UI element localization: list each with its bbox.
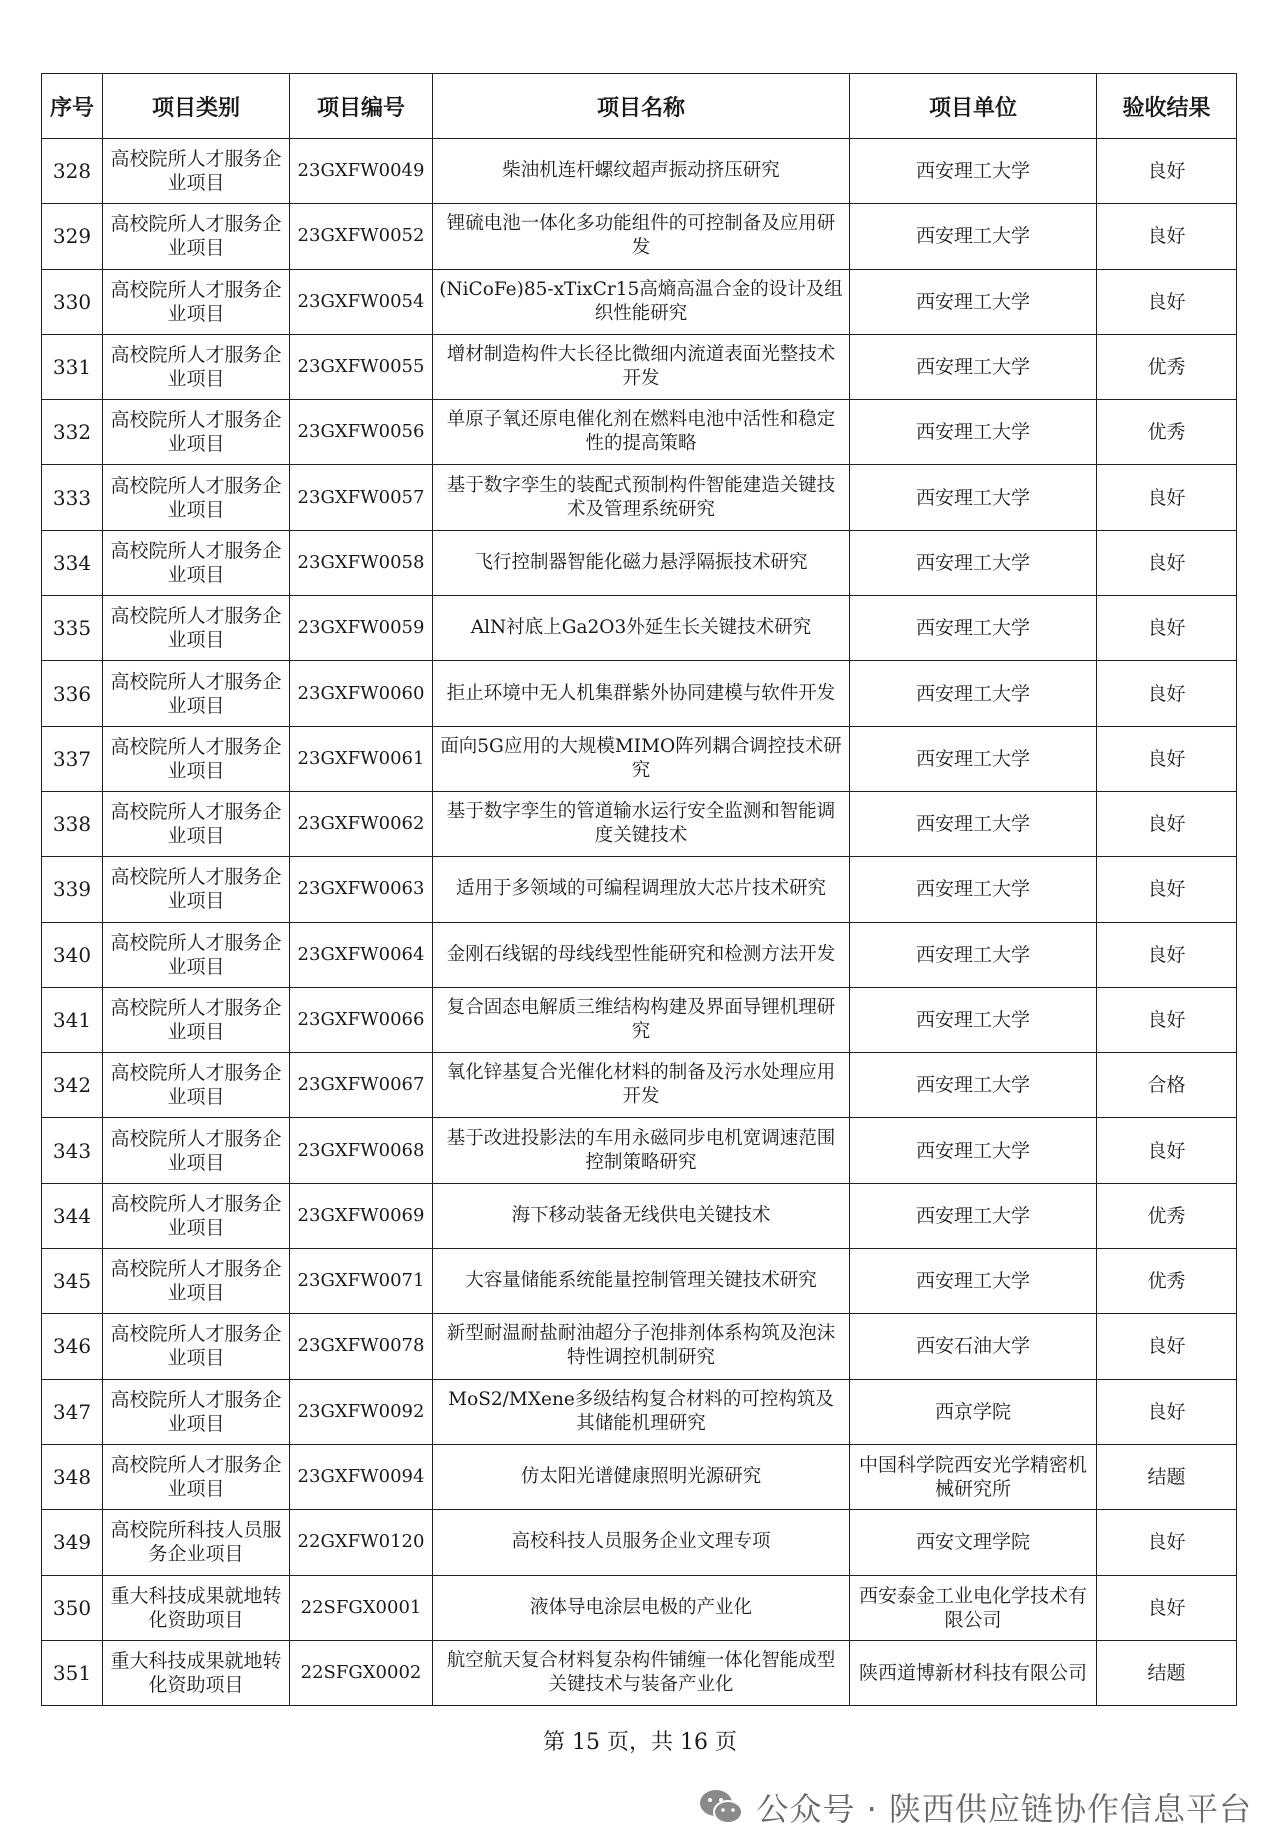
project-name: 基于改进投影法的车用永磁同步电机宽调速范围控制策略研究 — [433, 1118, 850, 1183]
acceptance-result: 良好 — [1097, 204, 1237, 269]
project-category: 高校院所人才服务企业项目 — [103, 857, 290, 922]
project-code: 23GXFW0049 — [290, 139, 433, 204]
project-code: 23GXFW0055 — [290, 334, 433, 399]
row-number: 342 — [42, 1053, 103, 1118]
row-number: 348 — [42, 1444, 103, 1509]
project-name: AlN衬底上Ga2O3外延生长关键技术研究 — [433, 596, 850, 661]
project-category: 高校院所人才服务企业项目 — [103, 726, 290, 791]
acceptance-result: 良好 — [1097, 465, 1237, 530]
project-unit: 西安理工大学 — [850, 400, 1097, 465]
acceptance-result: 良好 — [1097, 269, 1237, 334]
acceptance-result: 良好 — [1097, 1510, 1237, 1575]
table-row — [42, 1640, 1237, 1705]
project-code: 23GXFW0063 — [290, 857, 433, 922]
project-category: 高校院所人才服务企业项目 — [103, 1053, 290, 1118]
project-name: 液体导电涂层电极的产业化 — [433, 1575, 850, 1640]
project-category: 高校院所人才服务企业项目 — [103, 139, 290, 204]
project-name: 大容量储能系统能量控制管理关键技术研究 — [433, 1249, 850, 1314]
table-row — [42, 1118, 1237, 1183]
table-row — [42, 1510, 1237, 1575]
project-unit: 西安理工大学 — [850, 726, 1097, 791]
project-unit: 西安理工大学 — [850, 596, 1097, 661]
project-category: 高校院所人才服务企业项目 — [103, 1183, 290, 1248]
project-name: 锂硫电池一体化多功能组件的可控制备及应用研发 — [433, 204, 850, 269]
project-unit: 西安理工大学 — [850, 857, 1097, 922]
acceptance-result: 合格 — [1097, 1053, 1237, 1118]
acceptance-result: 优秀 — [1097, 400, 1237, 465]
project-name: 氧化锌基复合光催化材料的制备及污水处理应用开发 — [433, 1053, 850, 1118]
wechat-icon — [698, 1788, 744, 1826]
acceptance-result: 良好 — [1097, 661, 1237, 726]
project-code: 23GXFW0067 — [290, 1053, 433, 1118]
project-unit: 西京学院 — [850, 1379, 1097, 1444]
project-code: 23GXFW0068 — [290, 1118, 433, 1183]
table-row — [42, 661, 1237, 726]
project-code: 22GXFW0120 — [290, 1510, 433, 1575]
project-category: 高校院所人才服务企业项目 — [103, 661, 290, 726]
project-code: 22SFGX0002 — [290, 1640, 433, 1705]
project-category: 高校院所人才服务企业项目 — [103, 1249, 290, 1314]
project-unit: 西安理工大学 — [850, 1118, 1097, 1183]
acceptance-result: 良好 — [1097, 139, 1237, 204]
table-row — [42, 1053, 1237, 1118]
acceptance-result: 结题 — [1097, 1640, 1237, 1705]
project-category: 高校院所人才服务企业项目 — [103, 922, 290, 987]
acceptance-result: 良好 — [1097, 1379, 1237, 1444]
table-row — [42, 334, 1237, 399]
acceptance-result: 良好 — [1097, 791, 1237, 856]
table-row — [42, 269, 1237, 334]
project-name: 仿太阳光谱健康照明光源研究 — [433, 1444, 850, 1509]
table-row — [42, 204, 1237, 269]
table-row — [42, 596, 1237, 661]
acceptance-result: 良好 — [1097, 530, 1237, 595]
table-row — [42, 791, 1237, 856]
row-number: 346 — [42, 1314, 103, 1379]
project-unit: 西安理工大学 — [850, 465, 1097, 530]
project-code: 23GXFW0066 — [290, 987, 433, 1052]
project-category: 高校院所人才服务企业项目 — [103, 269, 290, 334]
row-number: 337 — [42, 726, 103, 791]
table-row — [42, 857, 1237, 922]
project-name: 单原子氧还原电催化剂在燃料电池中活性和稳定性的提高策略 — [433, 400, 850, 465]
acceptance-result: 结题 — [1097, 1444, 1237, 1509]
table-row — [42, 1444, 1237, 1509]
row-number: 349 — [42, 1510, 103, 1575]
row-number: 340 — [42, 922, 103, 987]
project-unit: 西安理工大学 — [850, 1249, 1097, 1314]
header-cell: 项目名称 — [433, 74, 850, 139]
row-number: 336 — [42, 661, 103, 726]
project-category: 高校院所人才服务企业项目 — [103, 1379, 290, 1444]
table-row — [42, 1314, 1237, 1379]
project-unit: 西安理工大学 — [850, 334, 1097, 399]
project-unit: 陕西道博新材科技有限公司 — [850, 1640, 1097, 1705]
project-name: 飞行控制器智能化磁力悬浮隔振技术研究 — [433, 530, 850, 595]
project-code: 23GXFW0058 — [290, 530, 433, 595]
project-name: 高校科技人员服务企业文理专项 — [433, 1510, 850, 1575]
table-row — [42, 1575, 1237, 1640]
table-row — [42, 1249, 1237, 1314]
row-number: 350 — [42, 1575, 103, 1640]
acceptance-result: 良好 — [1097, 1575, 1237, 1640]
project-code: 23GXFW0060 — [290, 661, 433, 726]
project-unit: 西安理工大学 — [850, 139, 1097, 204]
row-number: 343 — [42, 1118, 103, 1183]
table-row — [42, 465, 1237, 530]
acceptance-result: 良好 — [1097, 987, 1237, 1052]
project-unit: 西安理工大学 — [850, 530, 1097, 595]
table-row — [42, 922, 1237, 987]
table-row — [42, 1183, 1237, 1248]
project-unit: 西安理工大学 — [850, 204, 1097, 269]
project-unit: 西安理工大学 — [850, 661, 1097, 726]
project-unit: 西安泰金工业电化学技术有限公司 — [850, 1575, 1097, 1640]
header-cell: 项目单位 — [850, 74, 1097, 139]
acceptance-result: 优秀 — [1097, 334, 1237, 399]
project-category: 重大科技成果就地转化资助项目 — [103, 1575, 290, 1640]
project-name: 柴油机连杆螺纹超声振动挤压研究 — [433, 139, 850, 204]
project-category: 高校院所人才服务企业项目 — [103, 987, 290, 1052]
project-name: 海下移动装备无线供电关键技术 — [433, 1183, 850, 1248]
project-category: 高校院所人才服务企业项目 — [103, 596, 290, 661]
header-cell: 项目编号 — [290, 74, 433, 139]
project-name: 面向5G应用的大规模MIMO阵列耦合调控技术研究 — [433, 726, 850, 791]
project-category: 高校院所人才服务企业项目 — [103, 334, 290, 399]
table-row — [42, 139, 1237, 204]
project-unit: 西安理工大学 — [850, 1053, 1097, 1118]
project-code: 23GXFW0052 — [290, 204, 433, 269]
row-number: 330 — [42, 269, 103, 334]
project-code: 23GXFW0056 — [290, 400, 433, 465]
project-category: 高校院所科技人员服务企业项目 — [103, 1510, 290, 1575]
project-category: 高校院所人才服务企业项目 — [103, 1118, 290, 1183]
table-row — [42, 1379, 1237, 1444]
watermark-text: 公众号 · 陕西供应链协作信息平台 — [756, 1790, 1252, 1828]
acceptance-result: 良好 — [1097, 1314, 1237, 1379]
project-category: 高校院所人才服务企业项目 — [103, 791, 290, 856]
row-number: 341 — [42, 987, 103, 1052]
project-name: (NiCoFe)85-xTixCr15高熵高温合金的设计及组织性能研究 — [433, 269, 850, 334]
acceptance-result: 良好 — [1097, 726, 1237, 791]
table-header-row — [42, 74, 1237, 139]
project-name: 适用于多领域的可编程调理放大芯片技术研究 — [433, 857, 850, 922]
project-code: 23GXFW0064 — [290, 922, 433, 987]
row-number: 329 — [42, 204, 103, 269]
project-unit: 中国科学院西安光学精密机械研究所 — [850, 1444, 1097, 1509]
project-unit: 西安理工大学 — [850, 269, 1097, 334]
project-unit: 西安文理学院 — [850, 1510, 1097, 1575]
project-category: 高校院所人才服务企业项目 — [103, 1444, 290, 1509]
project-name: 复合固态电解质三维结构构建及界面导锂机理研究 — [433, 987, 850, 1052]
project-name: 拒止环境中无人机集群紫外协同建模与软件开发 — [433, 661, 850, 726]
project-unit: 西安理工大学 — [850, 922, 1097, 987]
row-number: 344 — [42, 1183, 103, 1248]
project-name: 金刚石线锯的母线线型性能研究和检测方法开发 — [433, 922, 850, 987]
project-category: 重大科技成果就地转化资助项目 — [103, 1640, 290, 1705]
project-unit: 西安石油大学 — [850, 1314, 1097, 1379]
project-code: 23GXFW0054 — [290, 269, 433, 334]
header-cell: 验收结果 — [1097, 74, 1237, 139]
row-number: 347 — [42, 1379, 103, 1444]
project-code: 23GXFW0071 — [290, 1249, 433, 1314]
project-code: 23GXFW0059 — [290, 596, 433, 661]
header-cell: 序号 — [42, 74, 103, 139]
row-number: 339 — [42, 857, 103, 922]
project-code: 23GXFW0061 — [290, 726, 433, 791]
project-unit: 西安理工大学 — [850, 987, 1097, 1052]
project-name: MoS2/MXene多级结构复合材料的可控构筑及其储能机理研究 — [433, 1379, 850, 1444]
watermark — [698, 1784, 1252, 1830]
project-name: 增材制造构件大长径比微细内流道表面光整技术开发 — [433, 334, 850, 399]
acceptance-result: 良好 — [1097, 857, 1237, 922]
project-code: 23GXFW0057 — [290, 465, 433, 530]
header-cell: 项目类别 — [103, 74, 290, 139]
project-name: 新型耐温耐盐耐油超分子泡排剂体系构筑及泡沫特性调控机制研究 — [433, 1314, 850, 1379]
project-unit: 西安理工大学 — [850, 791, 1097, 856]
project-code: 23GXFW0062 — [290, 791, 433, 856]
acceptance-result: 良好 — [1097, 1118, 1237, 1183]
project-category: 高校院所人才服务企业项目 — [103, 400, 290, 465]
row-number: 338 — [42, 791, 103, 856]
table-row — [42, 530, 1237, 595]
table-row — [42, 987, 1237, 1052]
project-code: 22SFGX0001 — [290, 1575, 433, 1640]
project-code: 23GXFW0092 — [290, 1379, 433, 1444]
project-code: 23GXFW0078 — [290, 1314, 433, 1379]
project-code: 23GXFW0069 — [290, 1183, 433, 1248]
project-code: 23GXFW0094 — [290, 1444, 433, 1509]
row-number: 333 — [42, 465, 103, 530]
project-name: 基于数字孪生的管道输水运行安全监测和智能调度关键技术 — [433, 791, 850, 856]
acceptance-result: 良好 — [1097, 596, 1237, 661]
project-name: 航空航天复合材料复杂构件铺缠一体化智能成型关键技术与装备产业化 — [433, 1640, 850, 1705]
row-number: 334 — [42, 530, 103, 595]
row-number: 351 — [42, 1640, 103, 1705]
row-number: 331 — [42, 334, 103, 399]
row-number: 328 — [42, 139, 103, 204]
row-number: 345 — [42, 1249, 103, 1314]
table-row — [42, 726, 1237, 791]
acceptance-table — [41, 73, 1237, 1706]
project-name: 基于数字孪生的装配式预制构件智能建造关键技术及管理系统研究 — [433, 465, 850, 530]
project-category: 高校院所人才服务企业项目 — [103, 1314, 290, 1379]
acceptance-result: 优秀 — [1097, 1249, 1237, 1314]
row-number: 332 — [42, 400, 103, 465]
acceptance-result: 良好 — [1097, 922, 1237, 987]
row-number: 335 — [42, 596, 103, 661]
project-category: 高校院所人才服务企业项目 — [103, 465, 290, 530]
project-unit: 西安理工大学 — [850, 1183, 1097, 1248]
acceptance-result: 优秀 — [1097, 1183, 1237, 1248]
project-category: 高校院所人才服务企业项目 — [103, 204, 290, 269]
project-category: 高校院所人才服务企业项目 — [103, 530, 290, 595]
page-number: 第 15 页，共 16 页 — [543, 1730, 737, 1755]
table-row — [42, 400, 1237, 465]
